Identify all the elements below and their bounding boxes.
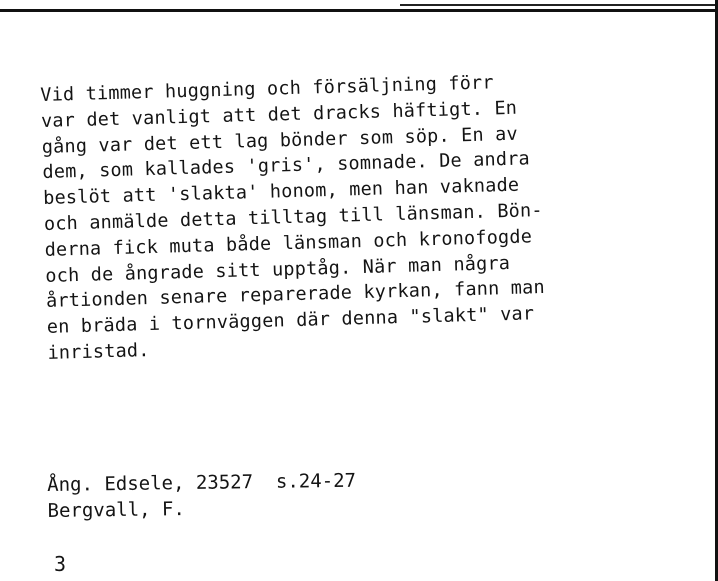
- source-location: Ång. Edsele, 23527 s.24-27: [47, 469, 357, 496]
- text-line: inristad.: [47, 340, 150, 364]
- text-line: dem, som kallades 'gris', somnade. De andra: [42, 148, 531, 184]
- text-line: beslöt att 'slakta' honom, men han vaknade: [42, 174, 520, 210]
- text-line: Vid timmer huggning och försäljning förr: [40, 72, 494, 106]
- source-informant: Bergvall, F.: [47, 498, 185, 522]
- page-number: 3: [54, 552, 67, 576]
- text-line: och anmälde detta tilltag till länsman. Bön-: [43, 200, 543, 235]
- text-line: var det vanligt att det dracks häftigt. En: [40, 97, 518, 132]
- text-line: årtionden senare reparerade kyrkan, fann man: [45, 277, 546, 313]
- source-reference: [47, 468, 357, 524]
- top-border: [0, 9, 718, 12]
- text-line: och de ångrade sitt upptåg. När man några: [45, 252, 511, 287]
- top-border-thin: [400, 4, 718, 6]
- text-line: gång var det ett lag bönder som söp. En av: [41, 123, 519, 158]
- card-body-text: [40, 65, 688, 367]
- text-line: en bräda i tornväggen där denna "slakt" var: [46, 303, 535, 339]
- text-line: derna fick muta både länsman och kronofogde: [44, 226, 533, 261]
